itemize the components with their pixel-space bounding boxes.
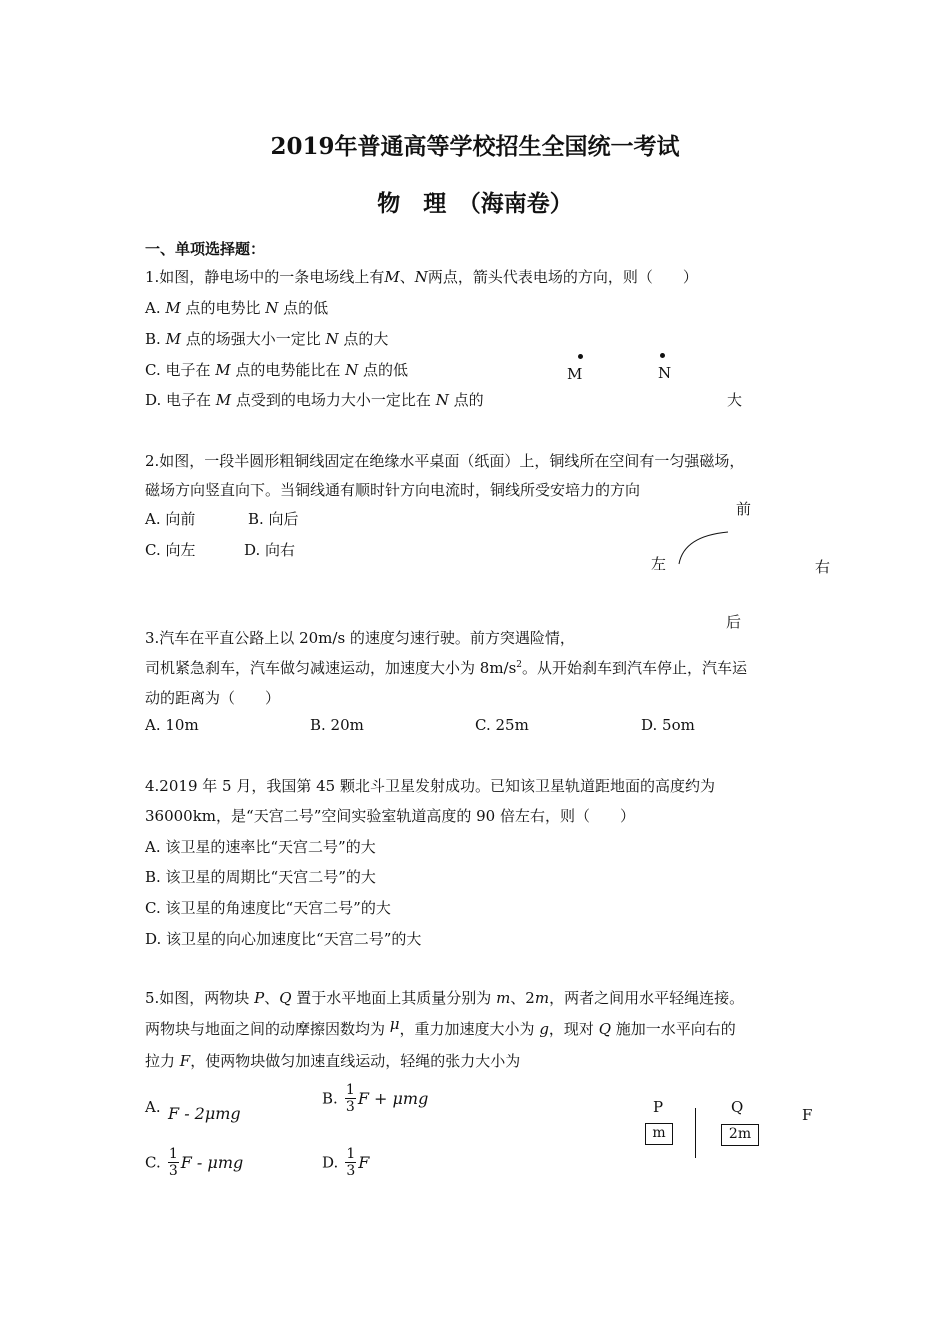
q2-stem-1: 2.如图，一段半圆形粗铜线固定在绝缘水平桌面（纸面）上，铜线所在空间有一匀强磁场，: [145, 452, 745, 470]
opt-text: C. 电子在: [145, 361, 216, 379]
q2-option-d: D. 向右: [244, 541, 296, 559]
q5-option-d-label: D.: [322, 1153, 339, 1172]
q1-stem-text: 1.如图，静电场中的一条电场线上有: [145, 268, 385, 286]
direction-left-label: 左: [651, 555, 667, 573]
q5-text: 两物块与地面之间的动摩擦因数均为: [145, 1020, 390, 1038]
direction-back-label: 后: [726, 613, 742, 631]
opt-text: 点的低: [358, 361, 409, 379]
q5-option-c: [145, 1146, 243, 1179]
q4-option-a: A. 该卫星的速率比“天宫二号”的大: [145, 838, 376, 856]
q4-option-c: C. 该卫星的角速度比“天宫二号”的大: [145, 899, 391, 917]
block-q-label: Q: [731, 1098, 744, 1116]
q1-option-d-tail: 大: [727, 391, 743, 409]
q5-option-d-expr: F: [358, 1153, 370, 1172]
q5-text: 置于水平地面上其质量分别为: [291, 989, 497, 1007]
q5-text: ，使两物块做匀加速直线运动，轻绳的张力大小为: [190, 1052, 521, 1070]
opt-text: D. 电子在: [145, 391, 216, 409]
q3-stem-2: [145, 657, 747, 678]
opt-text: 点的大: [338, 330, 389, 348]
q5-option-a-label: A.: [145, 1098, 161, 1116]
semicircle-wire-icon: [672, 528, 732, 568]
denominator: 3: [168, 1163, 178, 1179]
opt-var: M: [215, 391, 232, 409]
q1-sep: 、: [399, 268, 415, 286]
q1-var-n: N: [414, 268, 428, 286]
denominator: 3: [345, 1099, 355, 1115]
q5-var-f: F: [179, 1052, 191, 1070]
q1-option-b: [145, 328, 388, 349]
fraction: [345, 1146, 356, 1179]
q4-option-d: D. 该卫星的向心加速度比“天宫二号”的大: [145, 930, 422, 948]
q5-option-b-label: B.: [322, 1089, 338, 1108]
q5-var-q2: Q: [598, 1020, 612, 1038]
q4-option-b: B. 该卫星的周期比“天宫二号”的大: [145, 868, 376, 886]
q5-text: 、: [264, 989, 280, 1007]
direction-right-label: 右: [815, 558, 831, 576]
q5-var-q: Q: [279, 989, 292, 1007]
numerator: 1: [345, 1082, 355, 1098]
q5-stem-2: [145, 1015, 736, 1039]
q5-option-b: [322, 1082, 428, 1115]
opt-var: M: [165, 330, 181, 348]
opt-text: 点的电势能比在: [230, 361, 346, 379]
section-heading: 一、单项选择题：: [145, 240, 266, 258]
q5-text: ，两者之间用水平轻绳连接。: [549, 989, 745, 1007]
q1-stem: [145, 266, 698, 287]
q3-option-d: D. 5om: [641, 716, 695, 734]
block-p-box: m: [645, 1123, 673, 1145]
q2-option-c: C. 向左: [145, 541, 196, 559]
q5-var-m2: m: [534, 989, 550, 1007]
q3-stem-2-text: 司机紧急刹车，汽车做匀减速运动，加速度大小为 8m/s: [145, 659, 517, 677]
point-m-label: M: [567, 365, 583, 383]
q5-text: 拉力: [145, 1052, 180, 1070]
q2-stem-2: 磁场方向竖直向下。当铜线通有顺时针方向电流时，铜线所受安培力的方向: [145, 481, 641, 499]
numerator: 1: [346, 1146, 356, 1162]
opt-var: N: [435, 391, 449, 409]
exam-title: 2019年普通高等学校招生全国统一考试: [270, 133, 680, 160]
q5-var-mu: μ: [389, 1015, 400, 1033]
force-label: F: [802, 1106, 813, 1124]
block-p-label: P: [653, 1098, 664, 1116]
q5-var-m: m: [496, 989, 511, 1007]
opt-var: N: [345, 361, 359, 379]
q1-option-d: [145, 389, 484, 410]
direction-front-label: 前: [736, 500, 752, 518]
q5-var-p: P: [254, 989, 265, 1007]
q5-text: 、2: [510, 989, 535, 1007]
q1-option-c: [145, 359, 408, 380]
fraction: [345, 1082, 356, 1115]
opt-var: N: [265, 299, 279, 317]
q5-option-d: [322, 1146, 369, 1179]
q3-exponent: 2: [516, 660, 523, 670]
q5-stem-3: [145, 1050, 520, 1071]
q5-option-c-label: C.: [145, 1153, 161, 1172]
q5-text: 施加一水平向右的: [611, 1020, 736, 1038]
point-n-label: N: [658, 364, 672, 382]
exam-subtitle: 物 理 （海南卷）: [377, 190, 573, 217]
block-q-box: 2m: [721, 1124, 759, 1146]
opt-text: 点的: [448, 391, 484, 409]
fraction: [168, 1146, 179, 1179]
opt-var: M: [165, 299, 181, 317]
opt-var: M: [215, 361, 231, 379]
q5-text: 5.如图，两物块: [145, 989, 255, 1007]
q4-stem-1: 4.2019 年 5 月，我国第 45 颗北斗卫星发射成功。已知该卫星轨道距地面的高度约为: [145, 777, 715, 795]
q1-var-m: M: [384, 268, 400, 286]
q3-stem-1: 3.汽车在平直公路上以 20m/s 的速度匀速行驶。前方突遇险情，: [145, 629, 575, 647]
q5-stem-1: [145, 987, 744, 1008]
q3-option-a: A. 10m: [145, 716, 199, 734]
opt-var: N: [325, 330, 339, 348]
q3-option-c: C. 25m: [475, 716, 529, 734]
q3-option-b: B. 20m: [310, 716, 364, 734]
point-n-dot: [660, 353, 665, 358]
denominator: 3: [346, 1163, 356, 1179]
q5-text: ，重力加速度大小为: [399, 1020, 540, 1038]
q1-stem-text-2: 两点，箭头代表电场的方向，则（ ）: [427, 268, 698, 286]
q5-option-a-expr: F - 2μmg: [168, 1104, 241, 1123]
point-m-dot: [578, 354, 583, 359]
opt-text: 点的场强大小一定比: [180, 330, 326, 348]
q5-option-b-expr: F + μmg: [357, 1089, 429, 1108]
q4-stem-2: 36000km，是“天宫二号”空间实验室轨道高度的 90 倍左右，则（ ）: [145, 807, 635, 825]
q5-var-g: g: [539, 1020, 549, 1038]
opt-text: 点受到的电场力大小一定比在: [231, 391, 436, 409]
q3-stem-2-text-b: 。从开始刹车到汽车停止，汽车运: [522, 659, 748, 677]
q5-text: ，现对: [548, 1020, 599, 1038]
q2-option-a: A. 向前: [145, 510, 196, 528]
opt-text: B.: [145, 330, 166, 348]
q2-option-b: B. 向后: [248, 510, 299, 528]
q5-option-c-expr: F - μmg: [180, 1153, 244, 1172]
q3-stem-3: 动的距离为（ ）: [145, 689, 281, 707]
q1-option-a: [145, 297, 328, 318]
numerator: 1: [168, 1146, 178, 1162]
divider-line: [695, 1108, 696, 1158]
opt-text: 点的电势比: [180, 299, 266, 317]
opt-text: 点的低: [278, 299, 329, 317]
opt-text: A.: [145, 299, 166, 317]
